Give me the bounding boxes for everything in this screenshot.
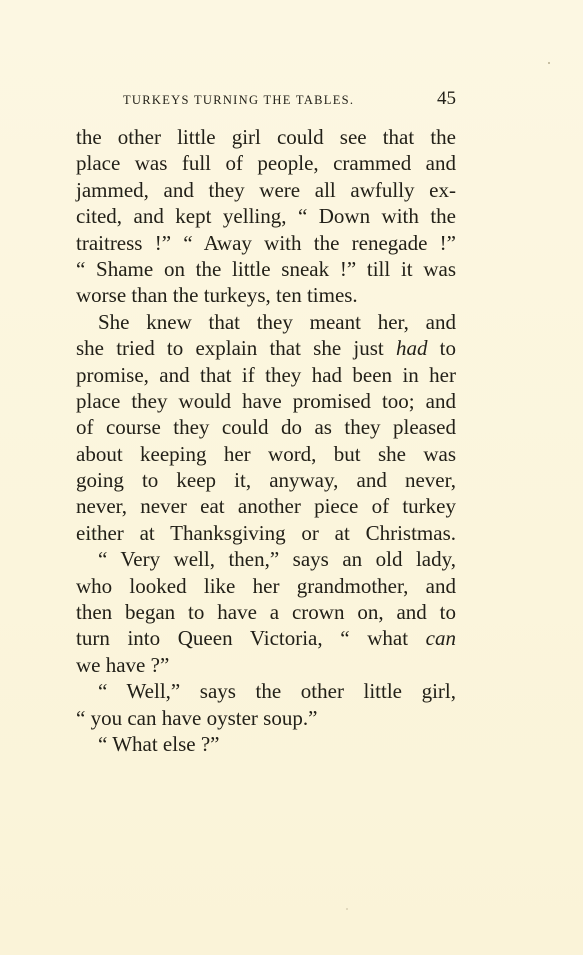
text-line: place they would have promised too; and — [76, 388, 456, 413]
text-line: we have ?” — [76, 652, 170, 677]
text-line: worse than the turkeys, ten times. — [76, 283, 358, 308]
text-line: promise, and that if they had been in her — [76, 362, 456, 387]
emphasized-word: can — [425, 626, 456, 651]
text-line: either at Thanksgiving or at Christmas. — [76, 520, 456, 545]
text-segment: to — [427, 336, 456, 361]
text-line — [76, 335, 456, 361]
text-line: of course they could do as they pleased — [76, 415, 456, 440]
text-line: the other little girl could see that the — [76, 125, 456, 149]
text-line: place was full of people, crammed and — [76, 151, 456, 176]
text-line: never, never eat another piece of turkey — [76, 494, 456, 519]
text-line: “ Well,” says the other little girl, — [98, 679, 456, 704]
text-line: “ you can have oyster soup.” — [76, 705, 318, 730]
text-segment: turn into Queen Victoria, “ what — [76, 626, 426, 651]
text-line: then began to have a crown on, and to — [76, 600, 456, 625]
body-text — [76, 124, 456, 757]
text-line: who looked like her grandmother, and — [76, 573, 456, 598]
text-line: traitress !” “ Away with the renegade !” — [76, 230, 456, 255]
running-header — [76, 88, 456, 112]
emphasized-word: had — [395, 336, 428, 361]
text-line: “ Shame on the little sneak !” till it was — [76, 256, 456, 281]
page-number: 45 — [437, 88, 456, 109]
paper-speck — [548, 62, 550, 64]
text-line: about keeping her word, but she was — [76, 441, 456, 466]
text-line: She knew that they meant her, and — [98, 309, 456, 334]
text-line: going to keep it, anyway, and never, — [76, 468, 456, 493]
text-line: “ Very well, then,” says an old lady, — [98, 547, 456, 572]
running-title: TURKEYS TURNING THE TABLES. — [123, 93, 355, 107]
text-segment: she tried to explain that she just — [76, 336, 396, 361]
text-line: jammed, and they were all awfully ex- — [76, 177, 456, 202]
text-line — [76, 625, 456, 651]
text-line: cited, and kept yelling, “ Down with the — [76, 204, 456, 229]
text-line: “ What else ?” — [98, 731, 220, 756]
paper-speck — [346, 908, 348, 910]
